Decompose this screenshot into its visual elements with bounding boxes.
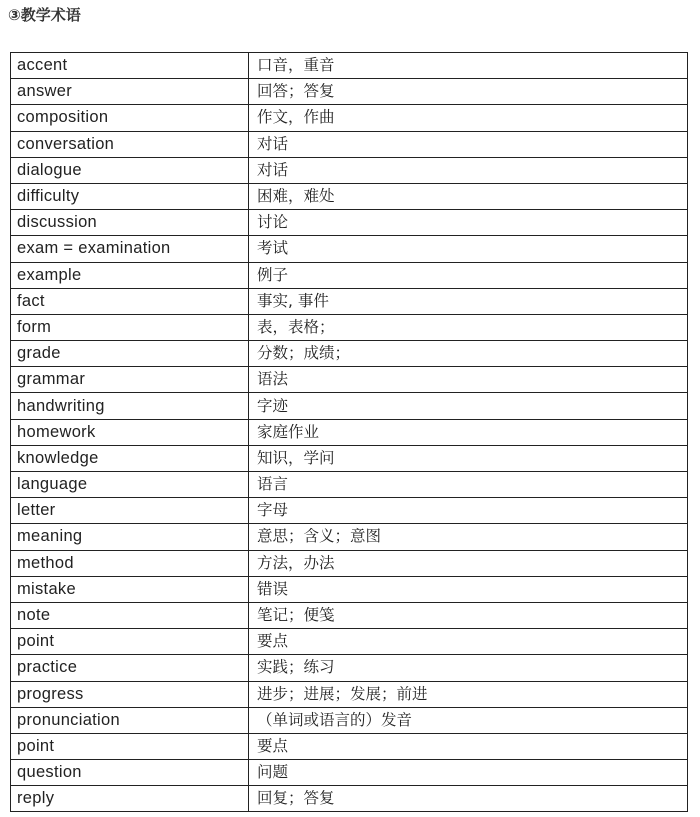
english-word-cell: language [11,472,249,498]
table-row [11,707,688,733]
english-word-cell: meaning [11,524,249,550]
chinese-meaning-cell: 作文，作曲 [249,105,688,131]
english-word-cell: method [11,550,249,576]
table-row [11,131,688,157]
table-row [11,236,688,262]
page-edge [690,0,700,817]
table-row [11,472,688,498]
chinese-meaning-cell: 例子 [249,262,688,288]
chinese-meaning-cell: 语言 [249,472,688,498]
english-word-cell: exam = examination [11,236,249,262]
chinese-meaning-cell: 笔记；便笺 [249,602,688,628]
english-word-cell: point [11,629,249,655]
chinese-meaning-cell: 字迹 [249,393,688,419]
table-row [11,445,688,471]
table-row [11,524,688,550]
chinese-meaning-cell: 要点 [249,629,688,655]
table-row [11,105,688,131]
table-row [11,576,688,602]
chinese-meaning-cell: 家庭作业 [249,419,688,445]
chinese-meaning-cell: 回答；答复 [249,79,688,105]
chinese-meaning-cell: 口音，重音 [249,53,688,79]
chinese-meaning-cell: 知识，学问 [249,445,688,471]
chinese-meaning-cell: 对话 [249,157,688,183]
english-word-cell: accent [11,53,249,79]
chinese-meaning-cell: 考试 [249,236,688,262]
table-row [11,79,688,105]
english-word-cell: practice [11,655,249,681]
table-row [11,786,688,812]
table-row [11,262,688,288]
english-word-cell: difficulty [11,183,249,209]
chinese-meaning-cell: 对话 [249,131,688,157]
table-row [11,733,688,759]
chinese-meaning-cell: 要点 [249,733,688,759]
chinese-meaning-cell: 进步；进展；发展；前进 [249,681,688,707]
table-row [11,655,688,681]
table-row [11,498,688,524]
table-row [11,210,688,236]
english-word-cell: knowledge [11,445,249,471]
chinese-meaning-cell: 实践；练习 [249,655,688,681]
english-word-cell: form [11,314,249,340]
table-row [11,629,688,655]
table-row [11,288,688,314]
english-word-cell: example [11,262,249,288]
table-row [11,393,688,419]
english-word-cell: grammar [11,367,249,393]
chinese-meaning-cell: 分数；成绩； [249,341,688,367]
english-word-cell: homework [11,419,249,445]
table-row [11,183,688,209]
table-row [11,681,688,707]
chinese-meaning-cell: 困难，难处 [249,183,688,209]
english-word-cell: mistake [11,576,249,602]
chinese-meaning-cell: 回复；答复 [249,786,688,812]
table-row [11,341,688,367]
chinese-meaning-cell: 字母 [249,498,688,524]
english-word-cell: point [11,733,249,759]
english-word-cell: note [11,602,249,628]
table-row [11,53,688,79]
chinese-meaning-cell: 问题 [249,760,688,786]
english-word-cell: conversation [11,131,249,157]
english-word-cell: discussion [11,210,249,236]
english-word-cell: letter [11,498,249,524]
chinese-meaning-cell: 语法 [249,367,688,393]
english-word-cell: question [11,760,249,786]
english-word-cell: reply [11,786,249,812]
chinese-meaning-cell: 事实, 事件 [249,288,688,314]
vocabulary-table [10,52,688,812]
chinese-meaning-cell: 错误 [249,576,688,602]
chinese-meaning-cell: 方法，办法 [249,550,688,576]
english-word-cell: fact [11,288,249,314]
english-word-cell: answer [11,79,249,105]
english-word-cell: handwriting [11,393,249,419]
english-word-cell: grade [11,341,249,367]
table-row [11,602,688,628]
table-row [11,419,688,445]
vocabulary-table-body [11,53,688,812]
table-row [11,314,688,340]
english-word-cell: progress [11,681,249,707]
chinese-meaning-cell: 讨论 [249,210,688,236]
table-row [11,367,688,393]
section-title: ③教学术语 [8,6,81,24]
english-word-cell: dialogue [11,157,249,183]
table-row [11,550,688,576]
table-row [11,760,688,786]
chinese-meaning-cell: （单词或语言的）发音 [249,707,688,733]
chinese-meaning-cell: 意思；含义；意图 [249,524,688,550]
chinese-meaning-cell: 表，表格； [249,314,688,340]
english-word-cell: composition [11,105,249,131]
table-row [11,157,688,183]
english-word-cell: pronunciation [11,707,249,733]
